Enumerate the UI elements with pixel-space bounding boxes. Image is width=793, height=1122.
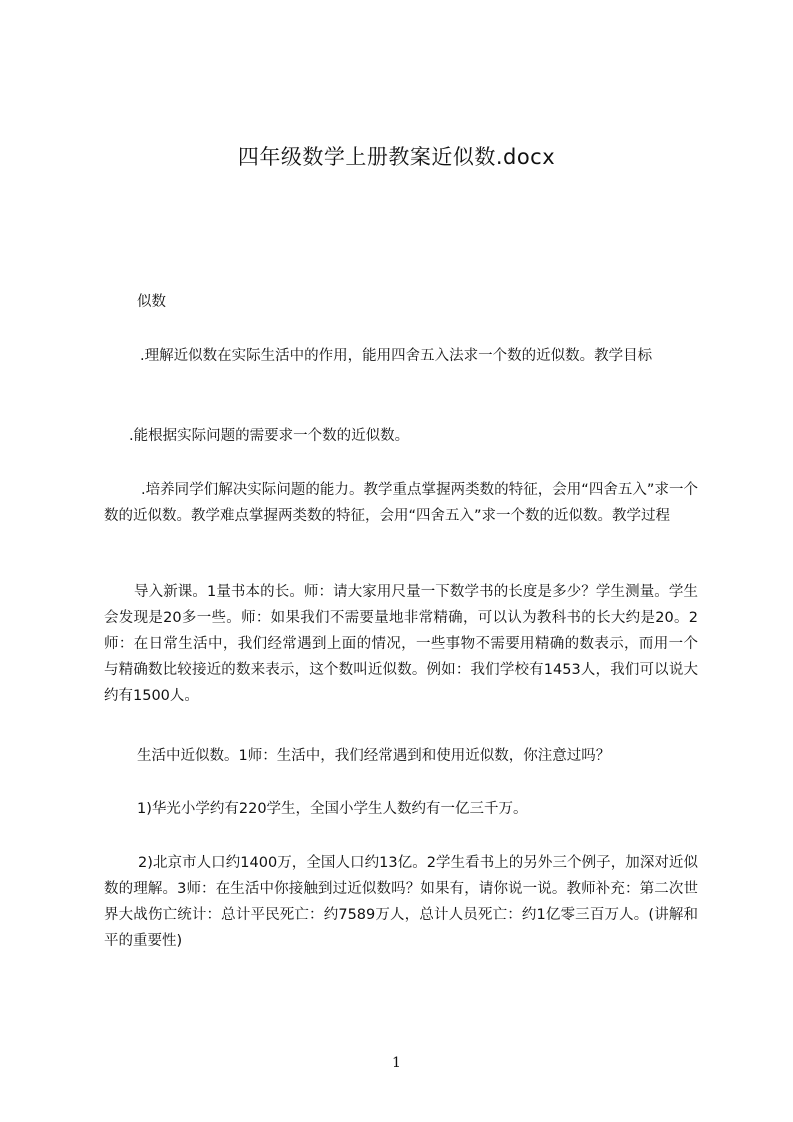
paragraph-objective-1: .理解近似数在实际生活中的作用，能用四舍五入法求一个数的近似数。教学目标 bbox=[140, 348, 653, 364]
paragraph-example-2: 2)北京市人口约1400万，全国人口约13亿。2学生看书上的另外三个例子，加深对近似数的理解。3师：在生活中你接触到过近似数吗？如果有，请你说一说。教师补充：第二次世界大战伤亡统计：总计平民死亡：约7589万人，总计人员死亡：约1亿零三百万人。(讲解和平的重要性) bbox=[104, 855, 698, 949]
paragraph-objective-2: .能根据实际问题的需要求一个数的近似数。 bbox=[129, 428, 410, 444]
paragraph-introduction: 导入新课。1量书本的长。师：请大家用尺量一下数学书的长度是多少？学生测量。学生会发现是20多一些。师：如果我们不需要量地非常精确，可以认为教科书的长大约是20。2师：在日常生活中，我们经常遇到上面的情况，一些事物不需要用精确的数表示，而用一个与精确数比较接近的数来表示，这个数叫近似数。例如：我们学校有1453人，我们可以说大约有1500人。 bbox=[104, 584, 698, 704]
document-title: 四年级数学上册教案近似数.docx bbox=[237, 145, 556, 169]
paragraph-example-1: 1)华光小学约有220学生，全国小学生人数约有一亿三千万。 bbox=[137, 801, 528, 817]
paragraph-heading: 似数 bbox=[137, 294, 166, 310]
paragraph-objective-3: .培养同学们解决实际问题的能力。教学重点掌握两类数的特征，会用“四舍五入”求一个数的近似数。教学难点掌握两类数的特征，会用“四舍五入”求一个数的近似数。教学过程 bbox=[104, 482, 698, 524]
paragraph-life-examples: 生活中近似数。1师：生活中，我们经常遇到和使用近似数，你注意过吗？ bbox=[137, 748, 611, 764]
page-number: 1 bbox=[392, 1055, 401, 1071]
